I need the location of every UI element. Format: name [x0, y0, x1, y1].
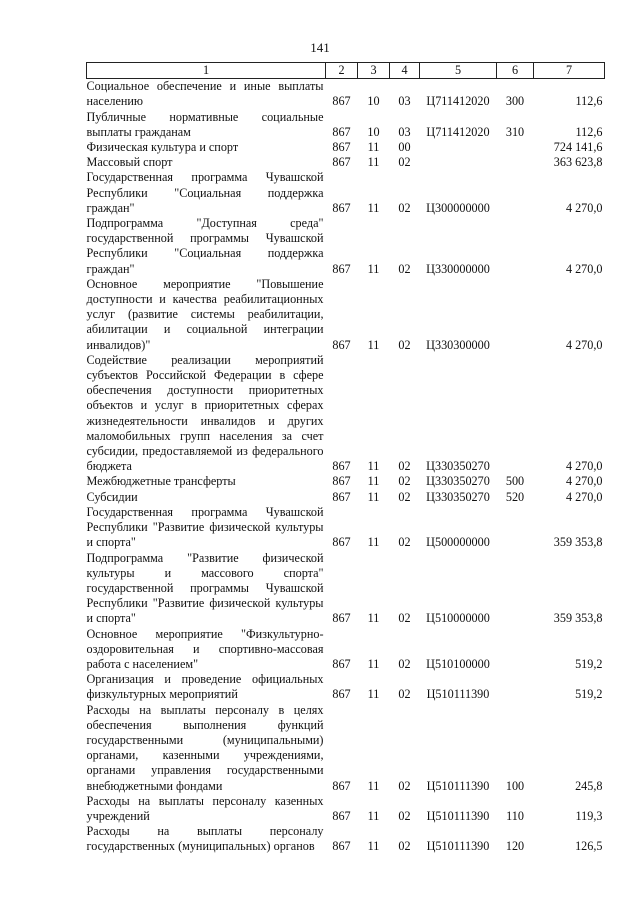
row-target-item: Ц330350270 [426, 474, 490, 489]
row-subsection: 02 [398, 687, 411, 702]
row-target-item: Ц711412020 [426, 94, 490, 109]
table-row [87, 505, 605, 551]
row-name: Содействие реализации мероприятий субъектов Российской Федерации в сфере обеспечения доступности приоритетных объектов и услуг в приоритетных сферах жизнедеятельности инвалидов и других маломобильных групп населения за счет субсидии, предоставляемой из федерального бюджета [86, 352, 324, 474]
row-section: 11 [367, 808, 380, 823]
row-target-item: Ц330350270 [426, 489, 490, 504]
row-subsection: 02 [398, 656, 411, 671]
row-name: Государственная программа Чувашской Республики "Социальная поддержка граждан" [86, 170, 324, 215]
row-admin-code: 867 [332, 200, 351, 215]
row-target-item [420, 140, 497, 155]
header-cell-5: 5 [420, 63, 497, 79]
table-row [87, 703, 605, 794]
row-section: 11 [367, 839, 380, 854]
table-row [87, 824, 605, 854]
row-amount: 112,6 [575, 94, 603, 109]
row-section: 11 [367, 687, 380, 702]
row-amount: 359 353,8 [553, 611, 603, 626]
row-name: Подпрограмма "Доступная среда" государственной программы Чувашской Республики "Социальная поддержка граждан" [86, 216, 324, 276]
row-admin-code: 867 [332, 261, 351, 276]
row-section: 11 [367, 200, 380, 215]
row-subsection: 03 [398, 124, 411, 139]
row-admin-code: 867 [332, 611, 351, 626]
row-amount: 112,6 [575, 124, 603, 139]
row-admin-code: 867 [332, 808, 351, 823]
row-amount: 519,2 [575, 687, 603, 702]
row-target-item: Ц510100000 [426, 656, 490, 671]
header-row [87, 63, 605, 79]
row-name: Межбюджетные трансферты [86, 474, 236, 489]
row-section: 10 [367, 94, 380, 109]
row-name: Массовый спорт [86, 155, 173, 170]
row-admin-code: 867 [332, 140, 351, 155]
row-target-item: Ц330000000 [426, 261, 490, 276]
table-row [87, 490, 605, 505]
row-subsection: 02 [398, 839, 411, 854]
row-name: Подпрограмма "Развитие физической культуры и массового спорта" государственной программы Чувашской Республики "Развитие физической культуры и спорта" [86, 550, 324, 626]
table-row [87, 170, 605, 216]
row-admin-code: 867 [332, 155, 351, 170]
row-name: Социальное обеспечение и иные выплаты населению [86, 79, 324, 109]
table-row [87, 353, 605, 475]
row-section: 11 [367, 656, 380, 671]
row-target-item: Ц510111390 [426, 839, 490, 854]
row-expense-type: 300 [505, 94, 525, 109]
row-admin-code: 867 [332, 535, 351, 550]
table-row [87, 155, 605, 170]
row-amount: 724 141,6 [553, 140, 603, 155]
table-row [87, 79, 605, 110]
row-expense-type: 120 [505, 839, 525, 854]
row-amount: 4 270,0 [565, 459, 603, 474]
row-expense-type [497, 505, 534, 551]
row-name: Основное мероприятие "Повышение доступности и качества реабилитационных услуг (развитие системы реабилитации, абилитации и социальной интеграции инвалидов)" [86, 276, 324, 352]
row-section: 11 [367, 535, 380, 550]
row-expense-type [497, 627, 534, 673]
row-target-item: Ц510111390 [426, 808, 490, 823]
row-expense-type [497, 672, 534, 702]
row-subsection: 02 [398, 474, 411, 489]
row-target-item: Ц711412020 [426, 124, 490, 139]
row-section: 11 [367, 489, 380, 504]
row-name: Расходы на выплаты персоналу в целях обеспечения выполнения функций государственными (муниципальными) органами, казенными учреждениями, органами управления государственными внебюджетными фондами [86, 702, 324, 793]
row-subsection: 02 [398, 489, 411, 504]
row-section: 11 [367, 155, 380, 170]
header-cell-1: 1 [87, 63, 326, 79]
row-subsection: 03 [398, 94, 411, 109]
row-amount: 359 353,8 [553, 535, 603, 550]
table-row [87, 551, 605, 627]
row-subsection: 02 [398, 778, 411, 793]
table-row [87, 140, 605, 155]
table-row [87, 277, 605, 353]
table-row [87, 110, 605, 140]
row-amount: 4 270,0 [565, 261, 603, 276]
row-admin-code: 867 [332, 687, 351, 702]
table-row [87, 672, 605, 702]
row-subsection: 02 [398, 459, 411, 474]
row-name: Физическая культура и спорт [86, 140, 239, 155]
budget-table [86, 62, 605, 855]
row-admin-code: 867 [332, 124, 351, 139]
row-admin-code: 867 [332, 778, 351, 793]
row-expense-type [497, 353, 534, 475]
row-section: 11 [367, 337, 380, 352]
row-name: Субсидии [86, 489, 138, 504]
row-admin-code: 867 [332, 459, 351, 474]
row-admin-code: 867 [332, 656, 351, 671]
row-admin-code: 867 [332, 839, 351, 854]
row-expense-type [497, 551, 534, 627]
row-amount: 519,2 [575, 656, 603, 671]
row-name: Расходы на выплаты персоналу государственных (муниципальных) органов [86, 824, 324, 854]
row-target-item: Ц510111390 [426, 687, 490, 702]
row-target-item [420, 155, 497, 170]
page-number: 141 [310, 40, 330, 55]
table-row [87, 216, 605, 277]
row-amount: 119,3 [575, 808, 603, 823]
row-expense-type: 520 [505, 489, 525, 504]
row-admin-code: 867 [332, 489, 351, 504]
row-target-item: Ц330300000 [426, 337, 490, 352]
row-name: Организация и проведение официальных физкультурных мероприятий [86, 672, 324, 702]
row-section: 11 [367, 261, 380, 276]
row-target-item: Ц510000000 [426, 611, 490, 626]
row-subsection: 02 [398, 808, 411, 823]
row-expense-type: 100 [505, 778, 525, 793]
row-subsection: 02 [398, 261, 411, 276]
row-section: 10 [367, 124, 380, 139]
row-admin-code: 867 [332, 94, 351, 109]
row-section: 11 [367, 459, 380, 474]
row-amount: 4 270,0 [565, 489, 603, 504]
row-amount: 363 623,8 [553, 155, 603, 170]
row-target-item: Ц500000000 [426, 535, 490, 550]
header-cell-4: 4 [390, 63, 420, 79]
row-name: Расходы на выплаты персоналу казенных учреждений [86, 793, 324, 823]
header-cell-7: 7 [534, 63, 605, 79]
row-amount: 4 270,0 [565, 200, 603, 215]
row-name: Публичные нормативные социальные выплаты гражданам [86, 109, 324, 139]
row-section: 11 [367, 474, 380, 489]
row-amount: 245,8 [575, 778, 603, 793]
row-admin-code: 867 [332, 337, 351, 352]
header-cell-3: 3 [358, 63, 390, 79]
row-name: Государственная программа Чувашской Республики "Развитие физической культуры и спорта" [86, 504, 324, 550]
row-section: 11 [367, 140, 380, 155]
row-subsection: 00 [398, 140, 411, 155]
row-expense-type [497, 170, 534, 216]
table-row [87, 627, 605, 673]
row-subsection: 02 [398, 337, 411, 352]
row-target-item: Ц300000000 [426, 200, 490, 215]
row-subsection: 02 [398, 535, 411, 550]
row-amount: 4 270,0 [565, 474, 603, 489]
row-amount: 4 270,0 [565, 337, 603, 352]
row-admin-code: 867 [332, 474, 351, 489]
row-target-item: Ц330350270 [426, 459, 490, 474]
table-row [87, 794, 605, 824]
row-subsection: 02 [398, 155, 411, 170]
row-expense-type [497, 216, 534, 277]
row-expense-type: 110 [506, 808, 524, 823]
row-expense-type [497, 277, 534, 353]
row-target-item: Ц510111390 [426, 778, 490, 793]
table-row [87, 474, 605, 489]
row-expense-type: 310 [505, 124, 525, 139]
row-expense-type: 500 [505, 474, 525, 489]
row-name: Основное мероприятие "Физкультурно-оздоровительная и спортивно-массовая работа с населением" [86, 626, 324, 671]
row-expense-type [497, 140, 534, 155]
header-cell-2: 2 [326, 63, 358, 79]
row-subsection: 02 [398, 200, 411, 215]
header-cell-6: 6 [497, 63, 534, 79]
row-expense-type [497, 155, 534, 170]
row-section: 11 [367, 611, 380, 626]
row-section: 11 [367, 778, 380, 793]
row-subsection: 02 [398, 611, 411, 626]
row-amount: 126,5 [575, 839, 603, 854]
